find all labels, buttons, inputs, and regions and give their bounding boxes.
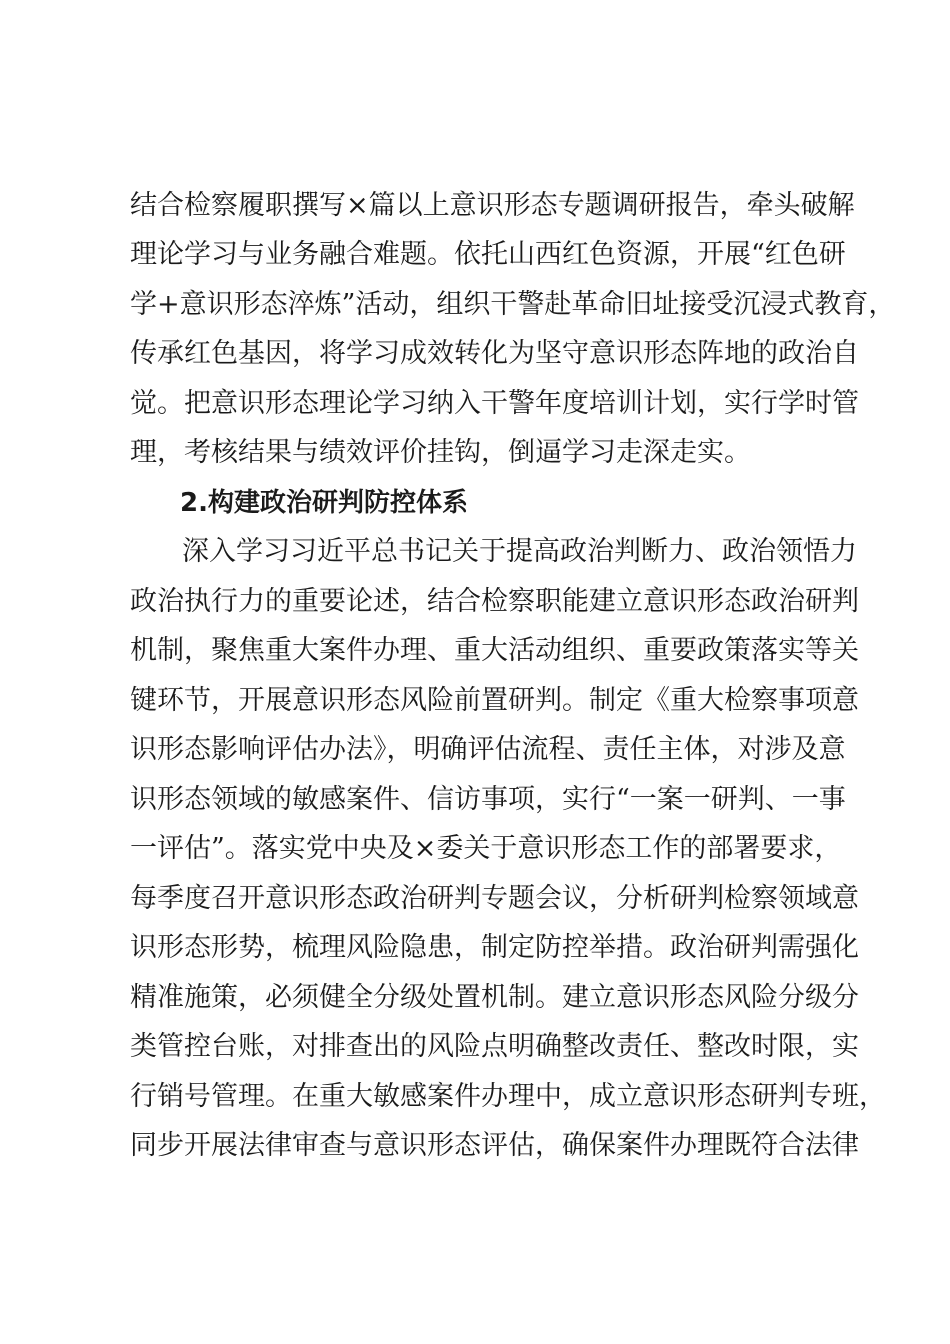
paragraph-2-line-1: 深入学习习近平总书记关于提高政治判断力、政治领悟力: [182, 536, 857, 567]
paragraph-2-line-4: 键环节，开展意识形态风险前置研判。制定《重大检察事项意: [130, 685, 859, 716]
paragraph-2-line-8: 每季度召开意识形态政治研判专题会议，分析研判检察领域意: [130, 883, 859, 914]
paragraph-2-line-9: 识形态形势，梳理风险隐患，制定防控举措。政治研判需强化: [130, 932, 859, 963]
paragraph-1-line-1: 结合检察履职撰写×篇以上意识形态专题调研报告，牵头破解: [130, 190, 855, 221]
paragraph-1-line-5: 觉。把意识形态理论学习纳入干警年度培训计划，实行学时管: [130, 388, 859, 419]
paragraph-2-line-12: 行销号管理。在重大敏感案件办理中，成立意识形态研判专班，: [130, 1081, 886, 1112]
paragraph-2-line-13: 同步开展法律审查与意识形态评估，确保案件办理既符合法律: [130, 1130, 859, 1161]
paragraph-2-line-5: 识形态影响评估办法》，明确评估流程、责任主体，对涉及意: [130, 734, 846, 765]
paragraph-2-line-11: 类管控台账，对排查出的风险点明确整改责任、整改时限，实: [130, 1031, 859, 1062]
paragraph-1-line-4: 传承红色基因，将学习成效转化为坚守意识形态阵地的政治自: [130, 338, 859, 369]
section-heading: 2.构建政治研判防控体系: [180, 488, 468, 518]
paragraph-1-line-2: 理论学习与业务融合难题。依托山西红色资源，开展“红色研: [130, 239, 846, 270]
paragraph-1-line-6: 理，考核结果与绩效评价挂钩，倒逼学习走深走实。: [130, 437, 751, 468]
paragraph-2-line-7: 一评估”。落实党中央及×委关于意识形态工作的部署要求，: [130, 833, 842, 864]
paragraph-2-line-2: 政治执行力的重要论述，结合检察职能建立意识形态政治研判: [130, 586, 859, 617]
paragraph-2-line-6: 识形态领域的敏感案件、信访事项，实行“一案一研判、一事: [130, 784, 846, 815]
paragraph-1-line-3: 学+意识形态淬炼”活动，组织干警赴革命旧址接受沉浸式教育，: [130, 289, 896, 320]
paragraph-2-line-3: 机制，聚焦重大案件办理、重大活动组织、重要政策落实等关: [130, 635, 859, 666]
paragraph-2-line-10: 精准施策，必须健全分级处置机制。建立意识形态风险分级分: [130, 982, 859, 1013]
